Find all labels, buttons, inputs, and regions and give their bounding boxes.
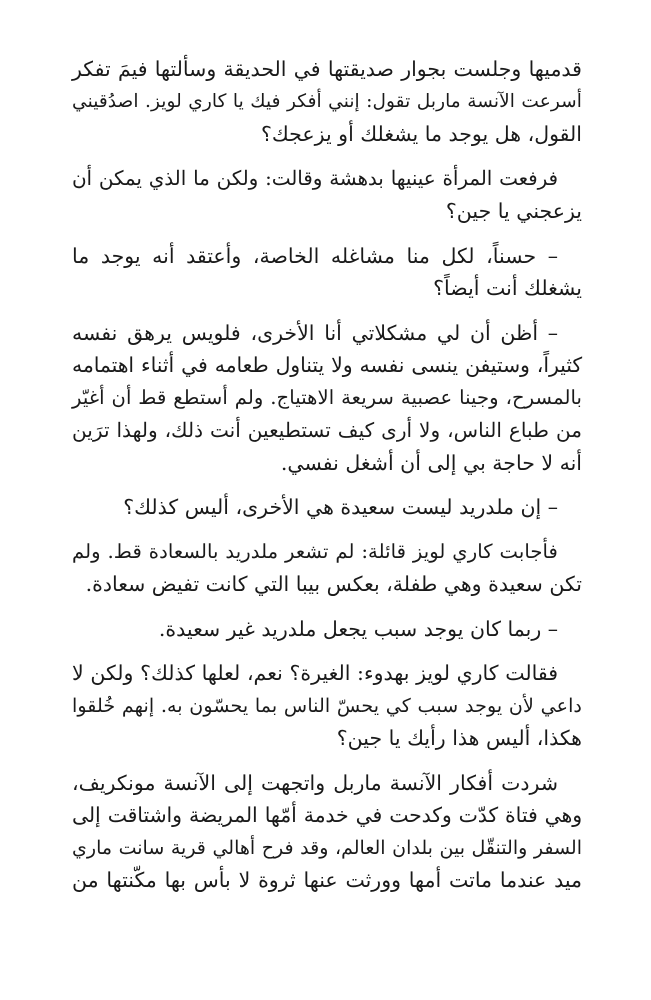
text-line: – حسناً، لكل منا مشاغله الخاصة، وأعتقد أنه يوجد ما xyxy=(72,243,558,268)
paragraph-3 xyxy=(72,240,582,305)
text-line: كثيراً، وستيفن ينسى نفسه ولا يتناول طعامه في أثناء اهتمامه xyxy=(72,353,582,377)
book-page xyxy=(72,53,582,909)
text-line: وهي فتاة كدّت وكدحت في خدمة أمّها المريضة واشتاقت إلى xyxy=(72,803,582,827)
paragraph-8 xyxy=(72,657,582,755)
text-line: داعي لأن يوجد سبب كي يحسّ الناس بما يحسّون به. إنهم خُلقوا xyxy=(72,693,582,717)
text-line: تكن سعيدة وهي طفلة، بعكس بيبا التي كانت تفيض سعادة. xyxy=(85,572,582,596)
text-line: – ربما كان يوجد سبب يجعل ملدريد غير سعيدة. xyxy=(158,616,558,641)
text-line: أنه لا حاجة بي إلى أن أشغل نفسي. xyxy=(280,450,582,475)
paragraph-5 xyxy=(72,491,582,524)
text-line: السفر والتنقّل بين بلدان العالم، وقد فرح أهالي قرية سانت ماري xyxy=(72,836,582,859)
text-line: يزعجني يا جين؟ xyxy=(445,199,582,223)
text-line: فقالت كاري لويز بهدوء: الغيرة؟ نعم، لعلها كذلك؟ ولكن لا xyxy=(72,661,558,685)
text-line: القول، هل يوجد ما يشغلك أو يزعجك؟ xyxy=(261,122,582,146)
paragraph-4 xyxy=(72,317,582,480)
paragraph-7 xyxy=(72,613,582,646)
text-line: فأجابت كاري لويز قائلة: لم تشعر ملدريد بالسعادة قط. ولم xyxy=(72,539,558,563)
text-line: يشغلك أنت أيضاً؟ xyxy=(433,276,582,300)
paragraph-1 xyxy=(72,53,582,151)
text-line: من طباع الناس، ولا أرى كيف تستطيعين أنت ذلك، ولهذا ترَين xyxy=(72,418,582,442)
text-line: أسرعت الآنسة ماربل تقول: إنني أفكر فيك يا كاري لويز. اصدُقيني xyxy=(72,90,582,112)
text-line: فرفعت المرأة عينيها بدهشة وقالت: ولكن ما الذي يمكن أن xyxy=(72,166,558,190)
paragraph-6 xyxy=(72,536,582,601)
text-line: هكذا، أليس هذا رأيك يا جين؟ xyxy=(336,726,582,750)
text-line: – أظن أن لي مشكلاتي أنا الأخرى، فلويس يرهق نفسه xyxy=(72,320,558,345)
text-line: – إن ملدريد ليست سعيدة هي الأخرى، أليس كذلك؟ xyxy=(123,495,558,519)
paragraph-2 xyxy=(72,163,582,228)
text-line: ميد عندما ماتت أمها وورثت عنها ثروة لا بأس بها مكّنتها من xyxy=(72,868,582,892)
paragraph-9 xyxy=(72,767,582,897)
text-line: شردت أفكار الآنسة ماربل واتجهت إلى الآنسة مونكريف، xyxy=(72,770,558,795)
text-line: بالمسرح، وجينا عصبية سريعة الاهتياج. ولم أستطع قط أن أغيّر xyxy=(72,385,582,409)
text-line: قدميها وجلست بجوار صديقتها في الحديقة وسألتها فيمَ تفكر xyxy=(72,57,582,81)
